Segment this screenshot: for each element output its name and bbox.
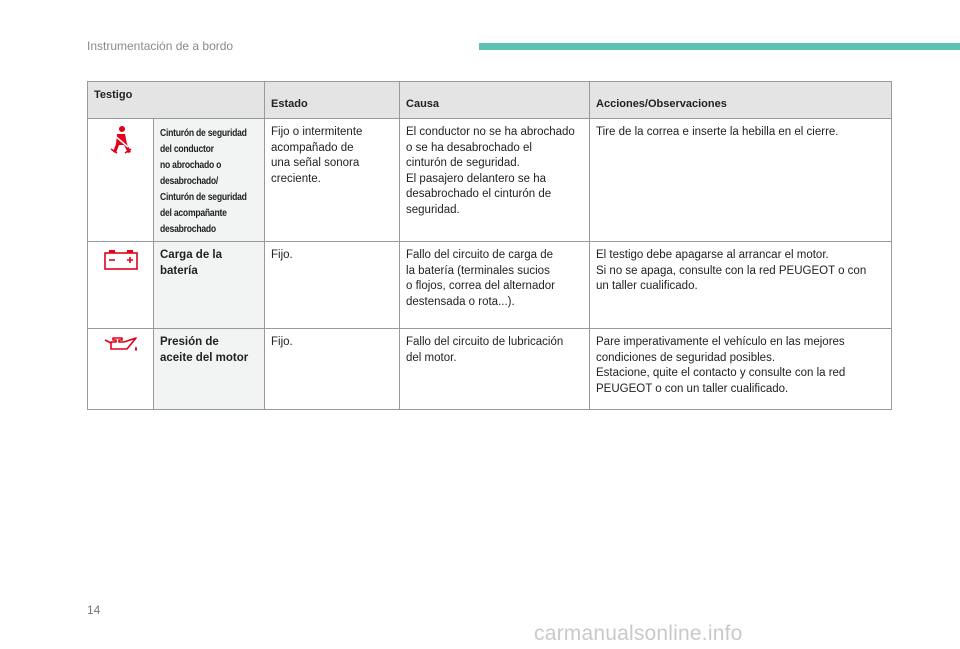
icon-cell (88, 242, 154, 329)
name-line: del acompañante (160, 207, 227, 219)
icon-cell (88, 119, 154, 242)
text-line: El pasajero delantero se ha (406, 172, 547, 185)
text-line: Estacione, quite el contacto y consulte con la red (596, 367, 846, 379)
text-line: Fallo del circuito de lubricación (406, 336, 564, 348)
name-line: del conductor (160, 143, 214, 155)
estado-cell (265, 119, 400, 242)
causa-cell (400, 119, 590, 242)
text-line: un taller cualificado. (596, 280, 698, 292)
acciones-cell (590, 329, 892, 410)
acciones-cell (590, 119, 892, 242)
name-line: no abrochado o (160, 159, 222, 171)
table-row (88, 119, 892, 242)
text-line: Pare imperativamente el vehículo en las mejores (596, 336, 845, 348)
col-header-testigo: Testigo (88, 82, 265, 119)
text-line: del motor. (406, 351, 457, 364)
text-line: Fijo o intermitente (271, 126, 363, 138)
header-accent-bar (479, 43, 960, 50)
causa-cell (400, 329, 590, 410)
text-line: Si no se apaga, consulte con la red PEUGEOT o con (596, 264, 867, 277)
text-line: una señal sonora (271, 157, 360, 169)
text-line: Fijo. (271, 249, 293, 261)
watermark-text: carmanualsonline.info (534, 622, 743, 645)
battery-icon (104, 248, 138, 270)
text-line: El conductor no se ha abrochado (406, 126, 575, 138)
table-row (88, 242, 892, 329)
seatbelt-warning-icon (108, 125, 134, 155)
oil-can-icon (103, 335, 139, 355)
text-line: El testigo debe apagarse al arrancar el motor. (596, 249, 829, 261)
col-header-acciones: Acciones/Observaciones (590, 82, 892, 119)
text-line: o se ha desabrochado el (406, 141, 532, 154)
estado-cell (265, 242, 400, 329)
text-line: o flojos, correa del alternador (406, 280, 555, 292)
causa-cell (400, 242, 590, 329)
text-line: cinturón de seguridad. (406, 157, 520, 169)
estado-cell (265, 329, 400, 410)
name-line: aceite del motor (160, 351, 249, 364)
name-line: Carga de la (160, 249, 222, 261)
table-header-row (88, 82, 892, 119)
text-line: creciente. (271, 172, 321, 185)
text-line: PEUGEOT o con un taller cualificado. (596, 382, 789, 395)
table-row (88, 329, 892, 410)
text-line: Fallo del circuito de carga de (406, 249, 554, 261)
name-line: desabrochado (160, 223, 216, 235)
text-line: Fijo. (271, 336, 293, 348)
text-line: seguridad. (406, 203, 460, 216)
page-number: 14 (87, 603, 101, 617)
name-cell (154, 329, 265, 410)
icon-cell (88, 329, 154, 410)
name-cell (154, 119, 265, 242)
text-line: la batería (terminales sucios (406, 264, 550, 277)
warning-lights-table (87, 81, 892, 410)
text-line: destensada o rota...). (406, 295, 515, 308)
section-title: Instrumentación de a bordo (87, 39, 234, 53)
name-line: batería (160, 264, 198, 277)
text-line: acompañado de (271, 141, 354, 154)
col-header-causa: Causa (400, 82, 590, 119)
text-line: Tire de la correa e inserte la hebilla en el cierre. (596, 126, 839, 138)
text-line: condiciones de seguridad posibles. (596, 351, 776, 364)
text-line: desabrochado el cinturón de (406, 188, 552, 200)
name-cell (154, 242, 265, 329)
col-header-estado: Estado (265, 82, 400, 119)
name-line: Cinturón de seguridad (160, 191, 247, 203)
name-line: Presión de (160, 336, 219, 348)
name-line: desabrochado/ (160, 175, 219, 187)
name-line: Cinturón de seguridad (160, 127, 247, 139)
acciones-cell (590, 242, 892, 329)
